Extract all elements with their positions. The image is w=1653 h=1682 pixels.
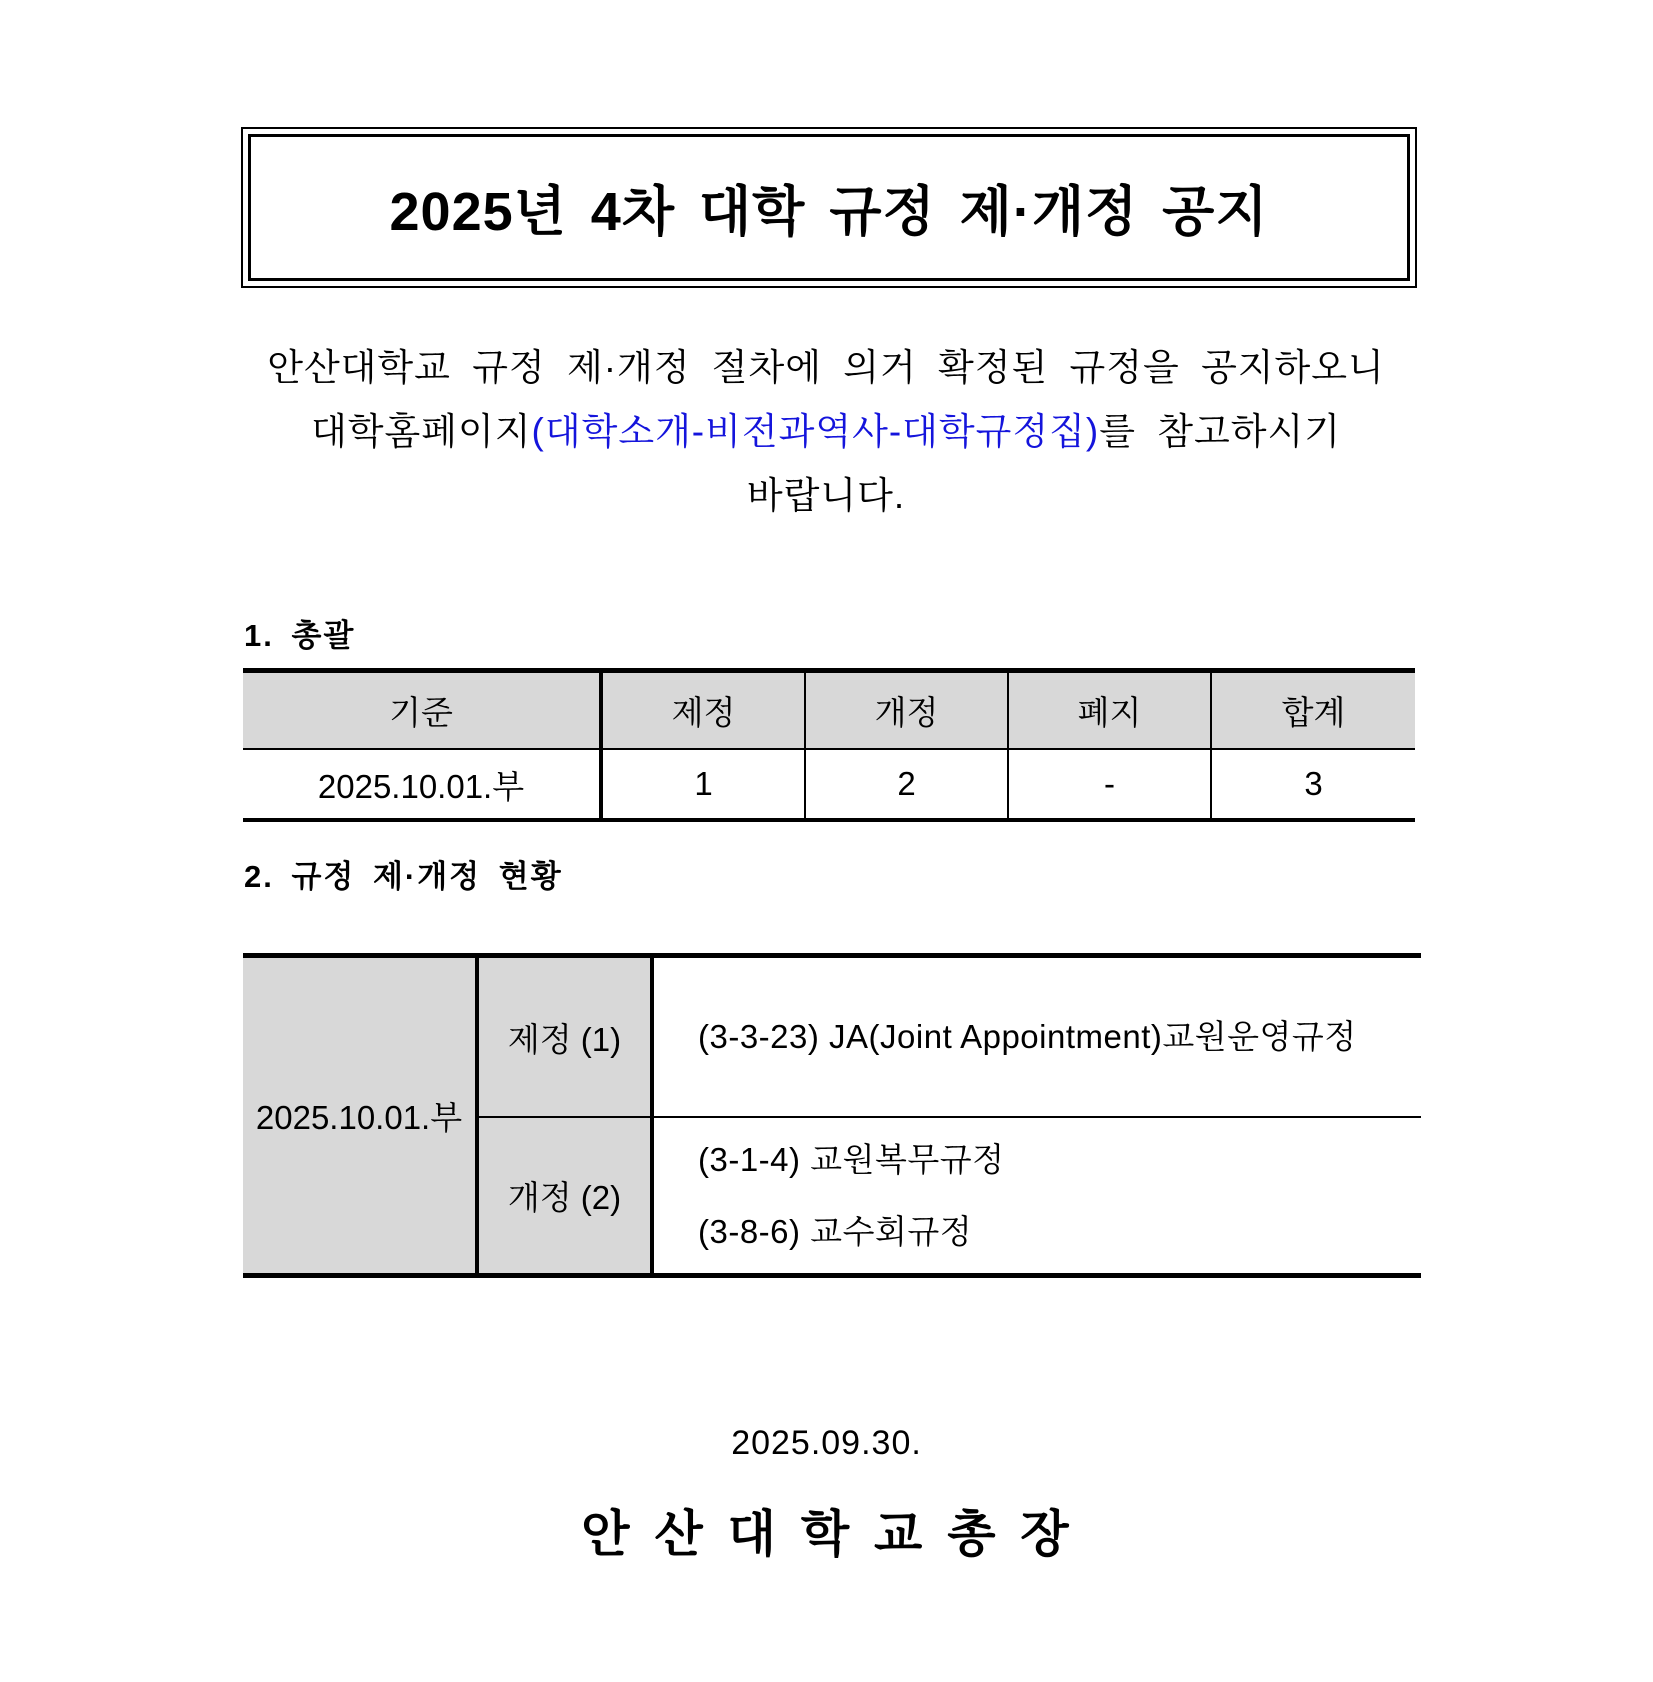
- overview-table-data-row: [243, 750, 1415, 818]
- overview-table: [243, 668, 1415, 822]
- intro-line-2-suffix: 를 참고하시기: [1099, 411, 1341, 452]
- table-row: [479, 958, 1421, 1118]
- enact-item: (3-3-23) JA(Joint Appointment)교원운영규정: [698, 1018, 1357, 1055]
- enact-type-cell: 제정 (1): [479, 958, 654, 1116]
- amend-content-cell: [654, 1118, 1421, 1273]
- section2-heading: 2. 규정 제·개정 현황: [244, 859, 563, 894]
- president-signature: 안 산 대 학 교 총 장: [581, 1506, 1072, 1562]
- section1-heading: 1. 총괄: [244, 618, 356, 653]
- intro-paragraph: [126, 336, 1526, 528]
- revision-date-cell: 2025.10.01.부: [243, 958, 479, 1273]
- overview-table-header-row: [243, 673, 1415, 750]
- data-cell-abolished: -: [1009, 750, 1212, 818]
- notice-title-box: [241, 127, 1417, 288]
- data-cell-enacted: 1: [603, 750, 806, 818]
- intro-line-2-prefix: 대학홈페이지: [311, 411, 532, 452]
- data-cell-standard: 2025.10.01.부: [243, 750, 603, 818]
- amend-item: (3-1-4) 교원복무규정: [698, 1140, 1005, 1178]
- amend-type-cell: 개정 (2): [479, 1118, 654, 1273]
- amend-item: (3-8-6) 교수회규정: [698, 1212, 973, 1250]
- notice-title-box-inner: [248, 134, 1410, 281]
- header-cell-enacted: 제정: [603, 673, 806, 748]
- intro-line-2: [126, 400, 1526, 464]
- header-cell-standard: 기준: [243, 673, 603, 748]
- header-cell-amended: 개정: [806, 673, 1009, 748]
- data-cell-total: 3: [1304, 765, 1323, 802]
- table-row: [479, 1118, 1421, 1273]
- intro-line-1: 안산대학교 규정 제·개정 절차에 의거 확정된 규정을 공지하오니: [267, 347, 1385, 388]
- header-cell-abolished: 폐지: [1009, 673, 1212, 748]
- revision-table: [243, 953, 1421, 1278]
- issue-date: 2025.09.30.: [731, 1424, 922, 1462]
- intro-line-3: 바랍니다.: [746, 475, 906, 516]
- revision-table-rows: [479, 958, 1421, 1273]
- header-cell-total: 합계: [1281, 694, 1346, 731]
- enact-content-cell: [654, 958, 1421, 1116]
- data-cell-amended: 2: [806, 750, 1009, 818]
- homepage-menu-path: (대학소개-비전과역사-대학규정집): [531, 411, 1100, 452]
- notice-title: 2025년 4차 대학 규정 제·개정 공지: [389, 182, 1269, 242]
